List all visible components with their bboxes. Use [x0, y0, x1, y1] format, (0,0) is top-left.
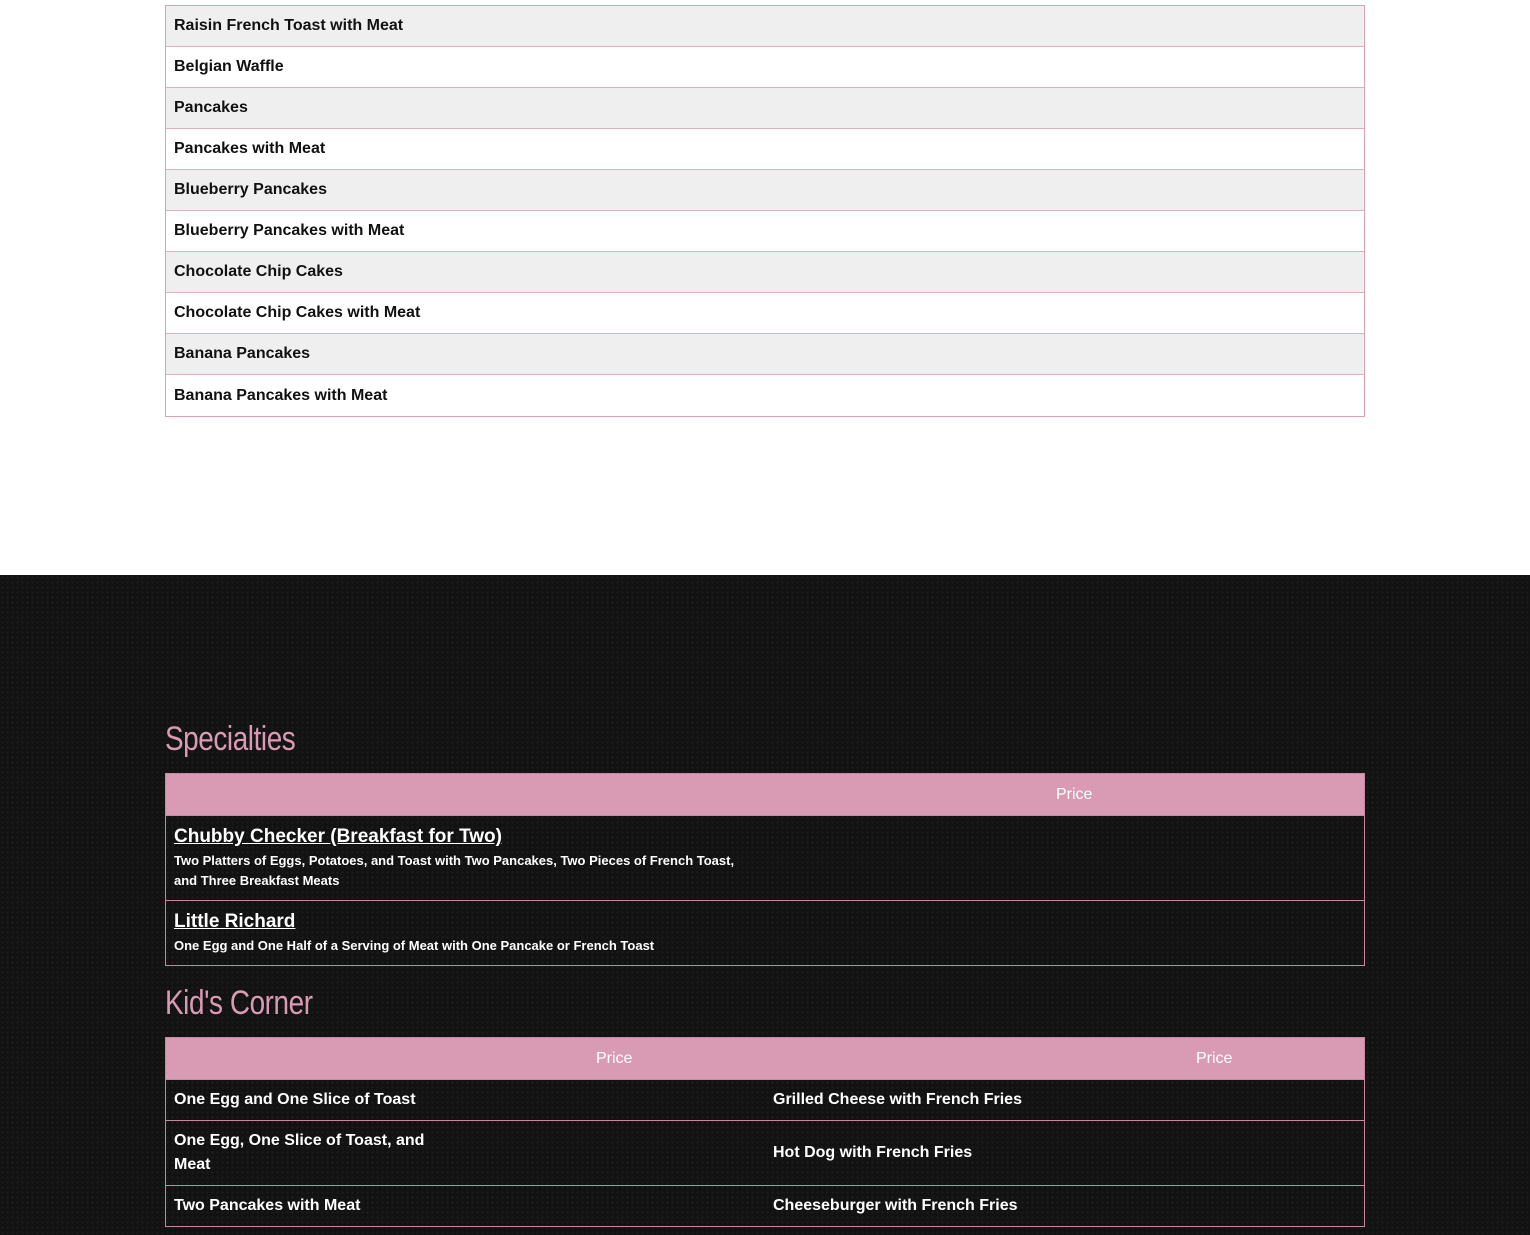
specialties-title: Specialties [165, 720, 296, 758]
menu-item-name: Pancakes with Meat [174, 140, 326, 157]
menu-item-name: Banana Pancakes [174, 345, 311, 362]
table-row [166, 334, 1364, 375]
table-row [166, 293, 1364, 334]
breakfast-section [0, 0, 1530, 575]
specialty-link-chubby-checker[interactable]: Chubby Checker (Breakfast for Two) [174, 826, 502, 847]
kids-corner-title: Kid's Corner [165, 984, 313, 1022]
table-row [166, 129, 1364, 170]
table-row [166, 47, 1364, 88]
table-row [166, 375, 1364, 416]
kids-item-right: Grilled Cheese with French Fries [773, 1091, 1022, 1108]
table-row [166, 211, 1364, 252]
kids-item-right: Cheeseburger with French Fries [773, 1197, 1018, 1214]
table-row [166, 1185, 1364, 1226]
kids-item-right: Hot Dog with French Fries [773, 1144, 973, 1161]
menu-item-name: Raisin French Toast with Meat [174, 17, 404, 34]
breakfast-table [165, 5, 1365, 417]
table-row [166, 88, 1364, 129]
menu-item-name: Blueberry Pancakes [174, 181, 327, 198]
menu-item-name: Pancakes [174, 99, 248, 116]
table-header [166, 1038, 1364, 1079]
specialties-table [165, 773, 1365, 966]
menu-item-name: Blueberry Pancakes with Meat [174, 222, 405, 239]
table-row [166, 900, 1364, 965]
table-row [166, 1079, 1364, 1120]
price-column-header: Price [1056, 786, 1093, 803]
specialty-description: Two Platters of Eggs, Potatoes, and Toast with Two Pancakes, Two Pieces of French Toast, and Three Breakfast Meats [174, 853, 735, 888]
price-column-header-right: Price [1196, 1050, 1233, 1067]
table-row [166, 815, 1364, 900]
price-column-header-left: Price [596, 1050, 633, 1067]
table-row [166, 1120, 1364, 1185]
table-row [166, 6, 1364, 47]
table-row [166, 252, 1364, 293]
menu-item-name: Banana Pancakes with Meat [174, 386, 388, 404]
dark-menu-section [0, 575, 1530, 1235]
kids-item-left: One Egg, One Slice of Toast, and Meat [174, 1132, 425, 1173]
menu-item-name: Chocolate Chip Cakes [174, 263, 343, 280]
table-row [166, 170, 1364, 211]
kids-item-left: Two Pancakes with Meat [174, 1197, 361, 1214]
menu-item-name: Chocolate Chip Cakes with Meat [174, 304, 421, 321]
specialty-description: One Egg and One Half of a Serving of Meat with One Pancake or French Toast [174, 938, 655, 953]
menu-item-name: Belgian Waffle [174, 58, 284, 75]
specialty-link-little-richard[interactable]: Little Richard [174, 911, 296, 932]
kids-corner-table [165, 1037, 1365, 1227]
kids-item-left: One Egg and One Slice of Toast [174, 1091, 416, 1108]
table-header [166, 774, 1364, 815]
